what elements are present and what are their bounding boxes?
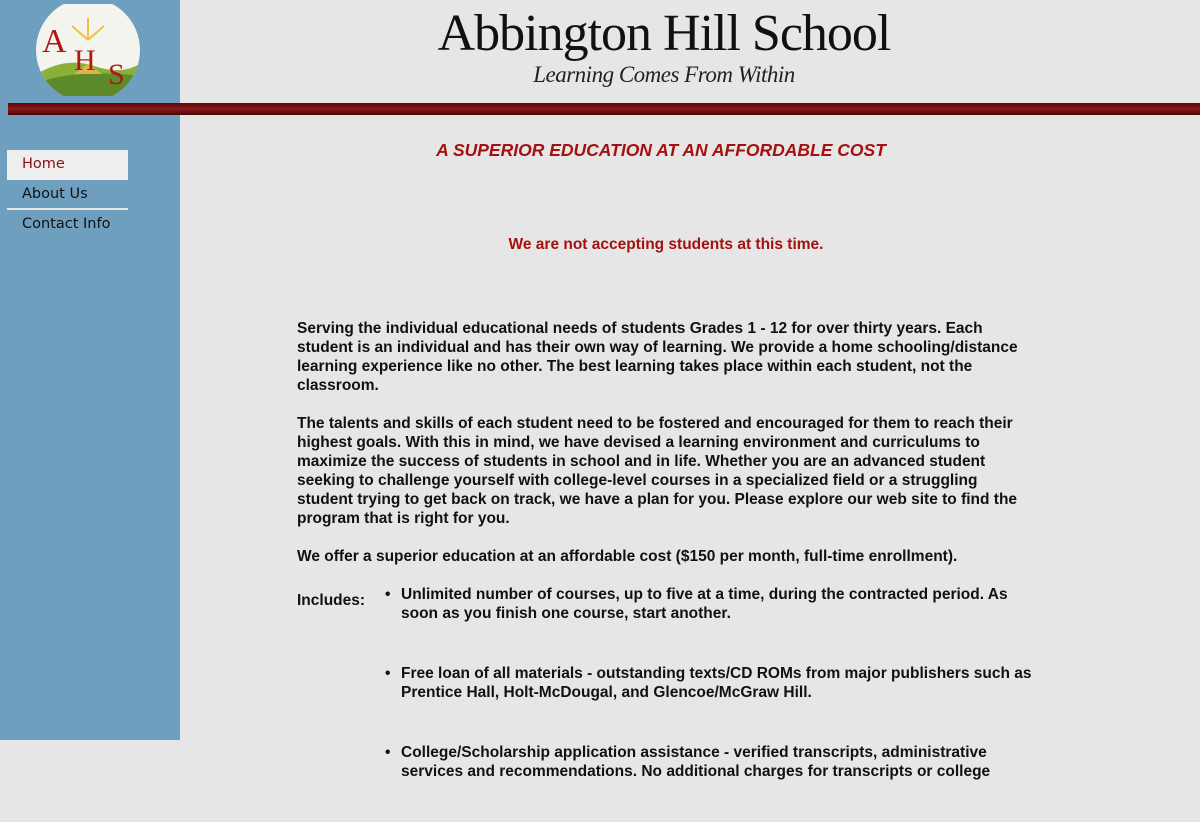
svg-text:S: S [108, 58, 125, 91]
main-nav [7, 150, 128, 240]
includes-label: Includes: [297, 592, 366, 609]
main-content [297, 319, 1037, 822]
site-title: Abbington Hill School [437, 5, 891, 62]
nav-item-about-us[interactable]: About Us [7, 180, 128, 210]
svg-text:A: A [42, 23, 67, 60]
intro-paragraph: Serving the individual educational needs of students Grades 1 - 12 for over thirty years. Each student is an individual and has their own way of learning. We provide a home schooling/distance learning experience like no other. The best learning takes place within each student, not the classroom. [297, 320, 1018, 394]
nav-item-contact-info[interactable]: Contact Info [22, 216, 111, 232]
enrollment-notice: We are not accepting students at this time. [508, 236, 824, 253]
mission-paragraph: The talents and skills of each student need to be fostered and encouraged for them to reach their highest goals. With this in mind, we have devised a learning environment and curriculums to maximize the success of students in school and in life. Whether you are an advanced student seeking to challenge yourself with college-level courses in a specialized field or a struggling student trying to get back on track, we have a plan for you. Please explore our web site to find the program that is right for you. [297, 415, 1018, 527]
pricing-paragraph: We offer a superior education at an affordable cost ($150 per month, full-time enrollment). [297, 548, 958, 565]
list-item: • Unlimited number of courses, up to five at a time, during the contracted period. As soon as you finish one course, start another. [401, 585, 1041, 623]
list-item: • Free loan of all materials - outstanding texts/CD ROMs from major publishers such as Prentice Hall, Holt-McDougal, and Glencoe/McGraw Hill. [401, 664, 1041, 702]
school-logo[interactable] [34, 4, 142, 96]
header-divider [8, 103, 1200, 115]
page-slogan: A SUPERIOR EDUCATION AT AN AFFORDABLE COST [436, 140, 886, 160]
site-tagline: Learning Comes From Within [533, 62, 795, 87]
list-item: • College/Scholarship application assistance - verified transcripts, administrative services and recommendations. No additional charges for transcripts or college [401, 743, 1041, 781]
includes-list [297, 585, 1041, 781]
svg-text:H: H [74, 44, 96, 77]
nav-item-home[interactable]: Home [7, 150, 128, 180]
includes-section [297, 585, 1037, 781]
